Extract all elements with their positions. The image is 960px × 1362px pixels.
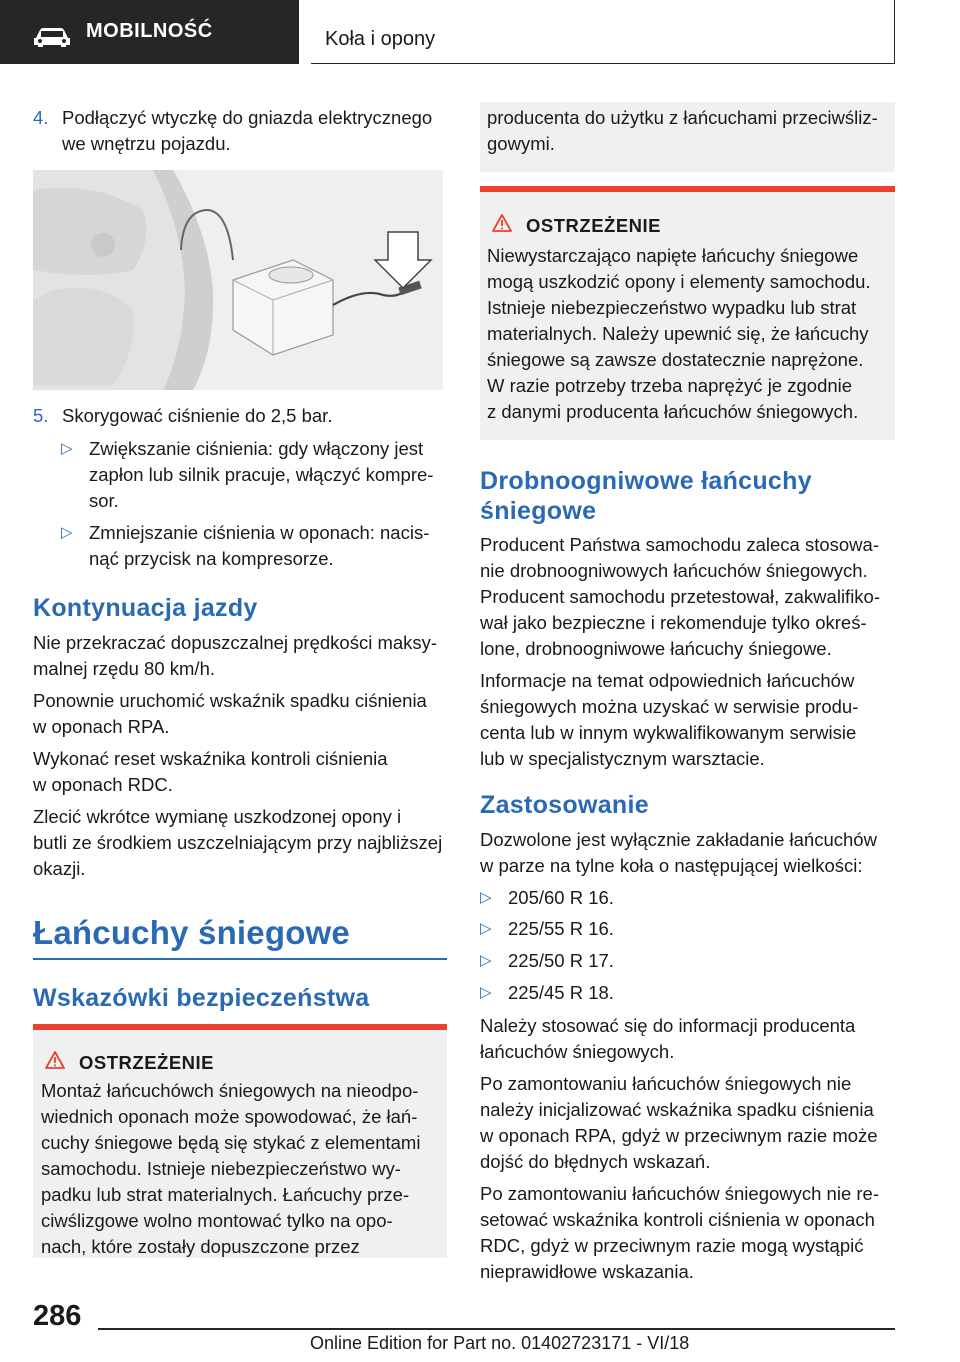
warning-triangle-icon <box>492 214 512 232</box>
paragraph: Zlecić wkrótce wymianę uszkodzonej opony i butli ze środkiem uszczelniającym przy najbliższej okazji. <box>33 806 443 879</box>
step-text-line: Podłączyć wtyczkę do gniazda elektrycznego <box>62 107 433 128</box>
bullet-arrow-icon: ▷ <box>480 889 492 906</box>
bullet-arrow-icon: ▷ <box>480 952 492 969</box>
warning-box <box>33 1024 447 1258</box>
paragraph: Po zamontowaniu łańcuchów śniegowych nie należy inicjalizować wskaźnika spadku ciśnienia w oponach RPA, gdyż w przeciwnym razie może dojść do błędnych wskazań. <box>480 1073 878 1172</box>
paragraph: Należy stosować się do informacji producenta łańcuchów śniegowych. <box>480 1015 856 1062</box>
heading-underline <box>33 958 447 960</box>
list-item-line: Zmniejszanie ciśnienia w oponach: nacis- <box>89 522 430 543</box>
size-text: 225/55 R 16. <box>508 918 614 939</box>
heading-kontynuacja: Kontynuacja jazdy <box>33 594 258 622</box>
header-title: Koła i opony <box>325 28 436 50</box>
bullet-arrow-icon: ▷ <box>61 524 73 541</box>
list-item-line: sor. <box>89 490 119 511</box>
warning-title: OSTRZEŻENIE <box>526 215 662 236</box>
size-text: 225/50 R 17. <box>508 950 614 971</box>
list-item-line: nąć przycisk na kompresorze. <box>89 548 334 569</box>
warning-bar <box>480 186 895 192</box>
warning-bar <box>33 1024 447 1030</box>
step-number: 4. <box>33 107 49 128</box>
car-icon <box>32 26 72 48</box>
paragraph: Wykonać reset wskaźnika kontroli ciśnienia w oponach RDC. <box>33 748 388 795</box>
size-text: 205/60 R 16. <box>508 887 614 908</box>
warning-continuation-text: producenta do użytku z łańcuchami przeciwśliz- gowymi. <box>487 107 878 154</box>
heading-lancuchy: Łańcuchy śniegowe <box>33 914 350 951</box>
bullet-arrow-icon: ▷ <box>480 920 492 937</box>
list-item-line: zapłon lub silnik pracuje, włączyć kompre- <box>89 464 434 485</box>
bullet-arrow-icon: ▷ <box>61 440 73 457</box>
step-number: 5. <box>33 405 49 426</box>
size-text: 225/45 R 18. <box>508 982 614 1003</box>
drobnoogniwowe-text <box>480 532 895 772</box>
warning-continuation <box>480 102 895 172</box>
paragraph: Dozwolone jest wyłącznie zakładanie łańcuchów w parze na tylne koła o następującej wielkości: <box>480 829 877 876</box>
warning-text: Niewystarczająco napięte łańcuchy śniegowe mogą uszkodzić opony i elementy samochodu. Istnieje niebezpieczeństwo wypadku lub strat materialnych. Należy upewnić się, że łańcuchy śniegowe są zawsze dostatecznie naprężone. W razie potrzeby trzeba naprężyć je zgodnie z danymi producenta łańcuchów śniegowych. <box>487 245 871 422</box>
paragraph: Ponownie uruchomić wskaźnik spadku ciśnienia w oponach RPA. <box>33 690 427 737</box>
paragraph: Po zamontowaniu łańcuchów śniegowych nie re- setować wskaźnika kontroli ciśnienia w oponach RDC, gdyż w przeciwnym razie mogą wystąpić nieprawidłowe wskazania. <box>480 1183 879 1282</box>
compressor-illustration <box>33 170 443 390</box>
heading-wskazowki: Wskazówki bezpieczeństwa <box>33 984 370 1012</box>
step-text-line: we wnętrzu pojazdu. <box>62 133 231 154</box>
paragraph: Producent Państwa samochodu zaleca stosowa- nie drobnoogniwowych łańcuchów śniegowych. Producent samochodu przetestował, zakwalifiko- wał jako bezpieczne i rekomenduje tylko okreś- lone, drobnoogniwowe łańcuchy śniegowe. <box>480 534 880 659</box>
warning-triangle-icon <box>45 1051 65 1069</box>
compressor-image <box>33 170 443 390</box>
warning-box <box>480 186 895 440</box>
paragraph: Nie przekraczać dopuszczalnej prędkości maksy- malnej rzędu 80 km/h. <box>33 632 438 679</box>
zastosowanie-notes <box>480 1013 895 1285</box>
list-item-line: Zwiększanie ciśnienia: gdy włączony jest <box>89 438 424 459</box>
kontynuacja-paragraphs <box>33 630 447 882</box>
heading-zastosowanie: Zastosowanie <box>480 791 649 819</box>
footer-edition: Online Edition for Part no. 01402723171 - VI/18 <box>310 1333 690 1353</box>
warning-title: OSTRZEŻENIE <box>79 1052 215 1073</box>
header-section-tab <box>0 0 299 64</box>
step-text: Skorygować ciśnienie do 2,5 bar. <box>62 405 333 426</box>
warning-text: Montaż łańcuchówch śniegowych na nieodpo- wiednich oponach może spowodować, że łań- cuchy śniegowe będą się stykać z elementami samochodu. Istnieje niebezpieczeństwo wy- padku lub strat materialnych. Łańcuchy prze- ciwślizgowe wolno montować tylko na opo- nach, które zostały dopuszczone przez <box>41 1080 421 1257</box>
page-number: 286 <box>33 1300 82 1332</box>
footer-divider <box>98 1328 895 1330</box>
header-title-box <box>311 0 895 64</box>
heading-drobnoogniwowe: Drobnoogniwowe łańcuchy śniegowe <box>480 467 812 525</box>
bullet-arrow-icon: ▷ <box>480 984 492 1001</box>
zastosowanie-intro <box>480 827 895 879</box>
header-section-label: MOBILNOŚĆ <box>86 20 213 42</box>
paragraph: Informacje na temat odpowiednich łańcuchów śniegowych można uzyskać w serwisie produ- centa lub w innym wykwalifikowanym serwisie lub w specjalistycznym warsztacie. <box>480 670 859 769</box>
